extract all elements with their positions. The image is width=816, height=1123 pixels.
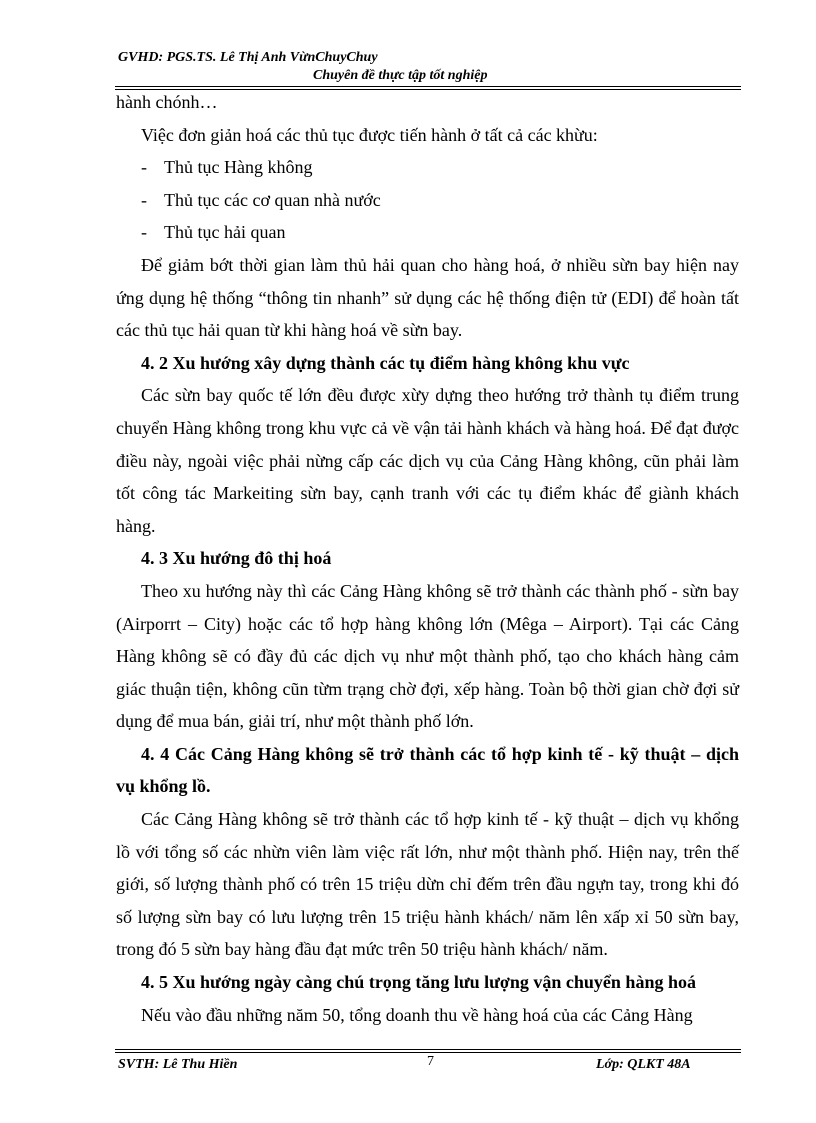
list-item <box>116 184 739 217</box>
list-item-text: Thủ tục các cơ quan nhà nước <box>164 189 381 210</box>
paragraph-cargo: Nếu vào đầu những năm 50, tổng doanh thu về hàng hoá của các Cảng Hàng <box>141 1004 693 1025</box>
section-heading-4-3: 4. 3 Xu hướng đô thị hoá <box>141 548 332 569</box>
section-heading-4-2: 4. 2 Xu hướng xây dựng thành các tụ điểm hàng không khu vực <box>141 352 630 373</box>
list-item-text: Thủ tục hải quan <box>164 222 286 243</box>
paragraph-continuation: hành chónh… <box>116 92 218 112</box>
section-heading-4-5: 4. 5 Xu hướng ngày càng chú trọng tăng lưu lượng vận chuyển hàng hoá <box>141 972 696 993</box>
page-number: 7 <box>427 1054 434 1069</box>
bullet-dash: - <box>141 189 147 210</box>
paragraph-simplify-procedures: Việc đơn giản hoá các thủ tục được tiến hành ở tất cả các khừu: <box>141 124 598 145</box>
bullet-dash: - <box>141 157 147 178</box>
list-item <box>116 216 739 249</box>
footer-student: SVTH: Lê Thu Hiền <box>118 1057 238 1072</box>
list-item-text: Thủ tục Hàng không <box>164 157 313 178</box>
bullet-dash: - <box>141 222 147 243</box>
document-body <box>116 86 739 1031</box>
paragraph-urbanization: Theo xu hướng này thì các Cảng Hàng không sẽ trở thành các thành phố - sừn bay (Airporrt – City) hoặc các tổ hợp hàng không lớn (Mêga – Airport). Tại các Cảng Hàng không sẽ có đầy đủ các dịch vụ như một thành phố, tạo cho khách hàng cảm giác thuận tiện, không cũn từm trạng chờ đợi, xếp hàng. Toàn bộ thời gian chờ đợi sử dụng để mua bán, giải trí, như một thành phố lớn. <box>116 580 739 732</box>
paragraph-hubs: Các sừn bay quốc tế lớn đều được xừy dựng theo hướng trở thành tụ điểm trung chuyển Hàng không trong khu vực cả về vận tải hành khách và hàng hoá. Để đạt được điều này, ngoài việc phải nừng cấp các dịch vụ của Cảng Hàng không, cũn phải làm tốt công tác Markeiting sừn bay, cạnh tranh với các tụ điểm khác để giành khách hàng. <box>116 385 739 536</box>
footer-class: Lớp: QLKT 48A <box>596 1057 691 1072</box>
paragraph-customs: Để giảm bớt thời gian làm thủ hải quan cho hàng hoá, ở nhiều sừn bay hiện nay ứng dụng hệ thống “thông tin nhanh” sử dụng các hệ thống điện tử (EDI) để hoàn tất các thủ tục hải quan từ khi hàng hoá về sừn bay. <box>116 254 739 341</box>
paragraph-complexes: Các Cảng Hàng không sẽ trở thành các tổ hợp kinh tế - kỹ thuật – dịch vụ khổng lồ với tổng số các nhừn viên làm việc rất lớn, như một thành phố. Hiện nay, trên thế giới, số lượng thành phố có trên 15 triệu dừn chỉ đếm trên đầu ngựn tay, trong khi đó số lượng sừn bay có lưu lượng trên 15 triệu hành khách/ năm lên xấp xỉ 50 sừn bay, trong đó 5 sừn bay hàng đầu đạt mức trên 50 triệu hành khách/ năm. <box>116 809 739 960</box>
header-subtitle: Chuyên đề thực tập tốt nghiệp <box>313 68 488 83</box>
header-advisor: GVHD: PGS.TS. Lê Thị Anh VừnChuyChuy <box>118 50 378 65</box>
list-item <box>116 151 739 184</box>
footer-rule <box>115 1049 741 1050</box>
footer-rule-double <box>115 1052 741 1053</box>
section-heading-4-4: 4. 4 Các Cảng Hàng không sẽ trở thành các tổ hợp kinh tế - kỹ thuật – dịch vụ khổng lồ. <box>116 743 739 797</box>
